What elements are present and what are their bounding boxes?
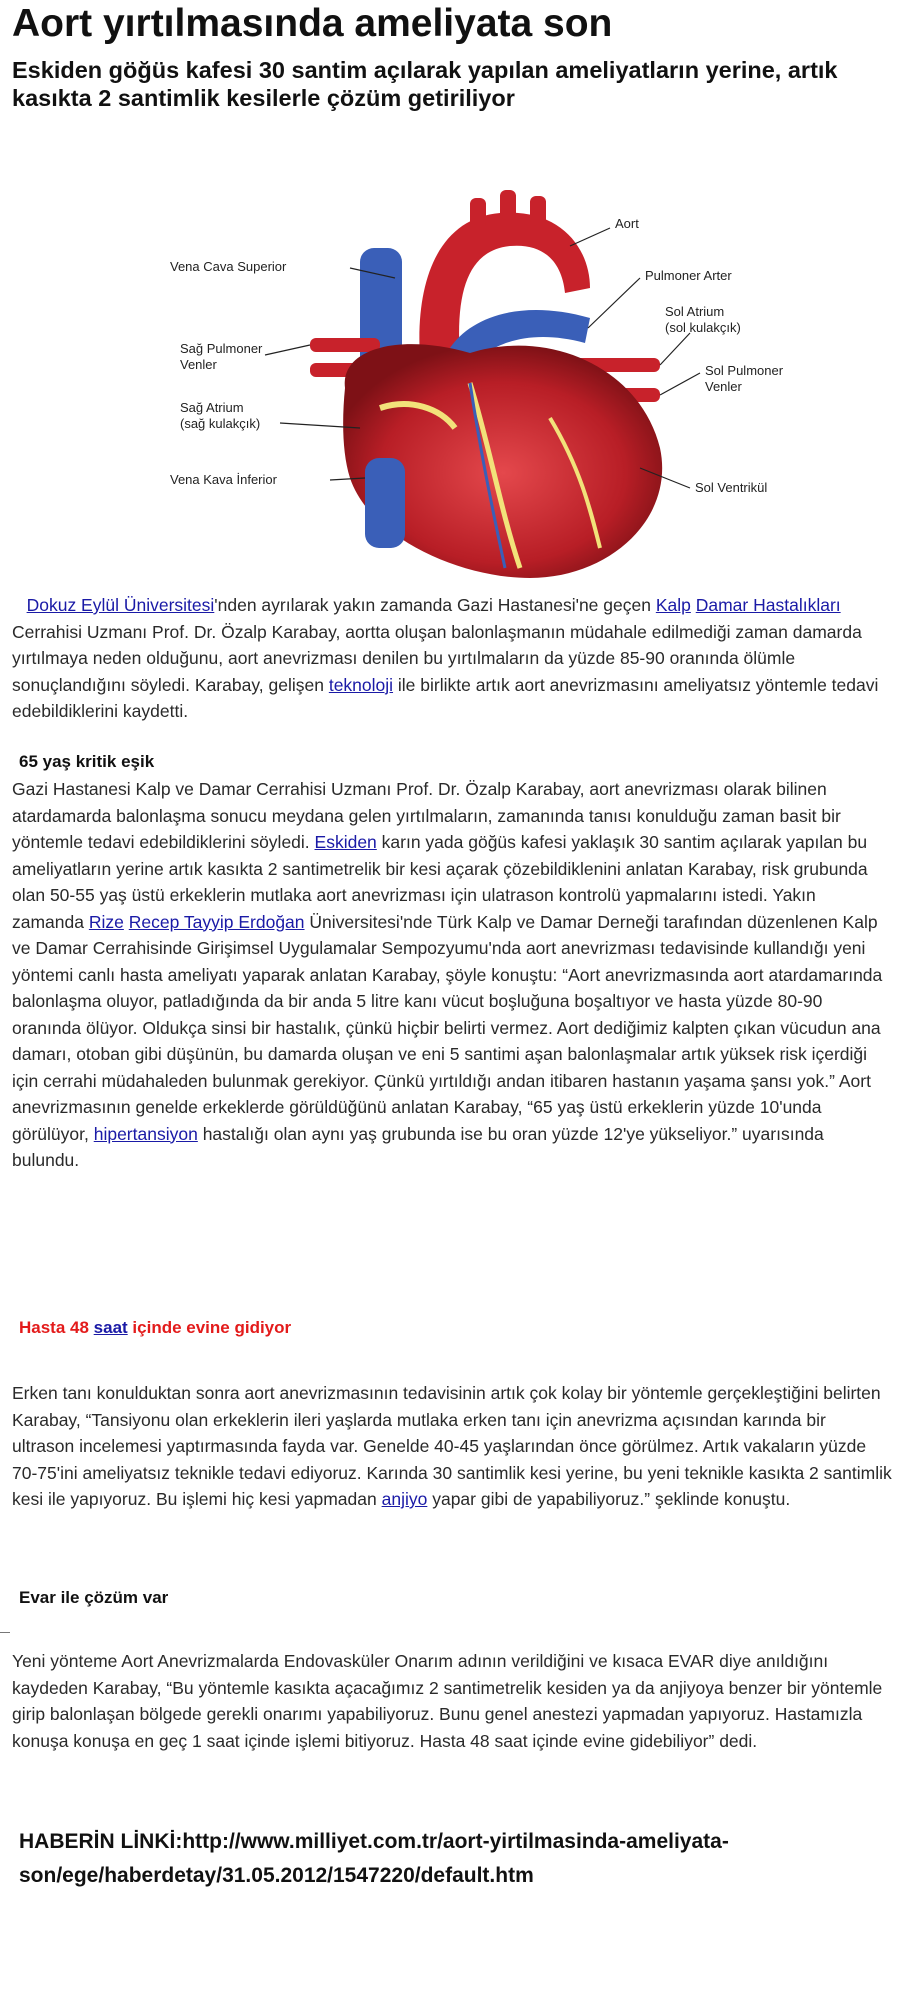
link-anjiyo[interactable]: anjiyo xyxy=(381,1489,428,1509)
link-rize[interactable]: Rize xyxy=(88,911,124,932)
link-damar-hastaliklari[interactable]: Damar Hastalıkları xyxy=(695,595,841,615)
label-sag-atrium: Sağ Atrium xyxy=(180,400,244,415)
label-sol-kulakcik: (sol kulakçık) xyxy=(665,320,741,335)
label-sol-ventrikul: Sol Ventrikül xyxy=(695,480,768,495)
link-eskiden[interactable]: Eskiden xyxy=(314,832,377,852)
link-teknoloji[interactable]: teknoloji xyxy=(328,674,394,695)
section-heading-hasta-48-saat: Hasta 48 saat içinde evine gidiyor xyxy=(19,1318,292,1337)
link-saat[interactable]: saat xyxy=(93,1318,128,1337)
label-sol-pulmoner-venler: Venler xyxy=(705,379,742,394)
link-dokuz-eylul[interactable]: Dokuz Eylül Üniversitesi xyxy=(26,595,215,615)
section2-paragraph: Erken tanı konulduktan sonra aort anevrizmasının tedavisinin artık çok kolay bir yöntemle gerçekleştiğini belirten Karabay, “Tansiyonu olan erkeklerin ileri yaşlarda mutlaka erken tanı için anevrizma açısından karında bir ultrason incelemesi yaptırmasında fayda var. Genelde 40-45 yaşlarından önce görülmez. Artık vakaların yüzde 70-75'ini ameliyatsız teknikle tedavi ediyoruz. Karında 30 santimlik kesi yerine, bu yeni teknikle kasıkta 2 santimlik kesi ile yapıyoruz. Bu işlemi hiç kesi yapmadan anjiyo yapar gibi de yapabiliyoruz.” şeklinde konuştu. xyxy=(12,1383,892,1509)
vena-cava-inferior-shape xyxy=(365,458,405,548)
label-sol-atrium: Sol Atrium xyxy=(665,304,725,319)
label-vena-kava-inferior: Vena Kava İnferior xyxy=(170,472,277,487)
heart-anatomy-illustration xyxy=(170,168,870,578)
link-kalp[interactable]: Kalp xyxy=(655,595,691,615)
source-link[interactable] xyxy=(19,1825,889,1893)
section-heading-evar: Evar ile çözüm var xyxy=(19,1588,169,1607)
label-sol-pulmoner: Sol Pulmoner xyxy=(705,363,784,378)
section-heading-65-yas: 65 yaş kritik eşik xyxy=(19,752,155,771)
label-pulmoner-arter: Pulmoner Arter xyxy=(645,268,732,283)
section1-paragraph: Gazi Hastanesi Kalp ve Damar Cerrahisi Uzmanı Prof. Dr. Özalp Karabay, aort anevrizması olarak bilinen atardamarda balonlaşma sonucu meydana gelen yırtılmaların, zamanında tanısı konulduğu zaman basit bir yöntemle tedavi edebildiklerini söyledi. Eskiden karın yada göğüs kafesi yaklaşık 30 santim açılarak yapılan bu ameliyatların yerine artık kasıkta 2 santimetrelik bir kesi açarak çözebildiklenini anlatan Karabay, risk grubunda olan 50-55 yaş üstü erkeklerin mutlaka aort anevrizması için ulatrason kontrolü yapmalarını istedi. Yakın zamanda Rize Recep Tayyip Erdoğan Üniversitesi'nde Türk Kalp ve Damar Derneği tarafından düzenlenen Kalp ve Damar Cerrahisinde Girişimsel Uygulamalar Sempozyumu'nda aort anevrizması tedavisinde kullandığı yeni yöntemi canlı hasta ameliyatı yaparak anlatan Karabay, şöyle konuştu: “Aort anevrizmasında aort atardamarında balonlaşma oluyor, patladığında da bir anda 5 litre kanı vücut boşluğuna boşaltıyor ve hasta yüzde 80-90 oranında ölüyor. Oldukça sinsi bir hastalık, çünkü hiçbir belirti vermez. Aort dediğimiz kalpten çıkan vücudun ana damarı, otoban gibi düşünün, bu damarda oluşan ve eni 5 santimi aşan balonlaşmalar artık yüksek risk içerdiği için cerrahi müdahaleden bulunmak gerekiyor. Çünkü yırtıldığı andan itibaren hastanın yaşama şansı yok.” Aort anevrizmasının genelde erkeklerde görüldüğünü anlatan Karabay, “65 yaş üstü erkeklerin yüzde 10'unda görülüyor, hipertansiyon hastalığı olan aynı yaş grubunda ise bu oran yüzde 12'ye yükseliyor.” uyarısında bulundu. xyxy=(12,779,883,1170)
article-subtitle: Eskiden göğüs kafesi 30 santim açılarak yapılan ameliyatların yerine, artık kasıkta 2 santimlik kesilerle çözüm getiriliyor xyxy=(12,57,838,111)
label-sag-pulmoner: Sağ Pulmoner xyxy=(180,341,263,356)
article-title: Aort yırtılmasında ameliyata son xyxy=(12,2,613,45)
label-sag-pulmoner-venler: Venler xyxy=(180,357,217,372)
source-label: HABERİN LİNKİ: xyxy=(19,1830,183,1853)
section3-paragraph: Yeni yönteme Aort Anevrizmalarda Endovasküler Onarım adının verildiğini ve kısaca EVAR diye anıldığını kaydeden Karabay, “Bu yöntemle kasıkta açacağımız 2 santimetrelik kesiden ya da anjiyoya benzer bir yöntemle girip balonlaşan bölgede gerekli onarımı yapabiliyoruz. Bunu genel anestezi yapmadan yapıyoruz. Hastamızla konuşa konuşa en geç 1 saat içinde işlemi bitiyoruz. Hasta 48 saat içinde evine gidebiliyor” dedi. xyxy=(12,1651,883,1751)
label-vena-cava-superior: Vena Cava Superior xyxy=(170,259,287,274)
label-sag-kulakcik: (sağ kulakçık) xyxy=(180,416,261,431)
source-url[interactable]: http://www.milliyet.com.tr/aort-yirtilmasinda-ameliyata-son/ege/haberdetay/31.05.2012/1547220/default.htm xyxy=(19,1830,729,1887)
link-hipertansiyon[interactable]: hipertansiyon xyxy=(93,1123,198,1144)
divider xyxy=(0,1632,10,1633)
link-recep-tayyip-erdogan[interactable]: Recep Tayyip Erdoğan xyxy=(128,911,305,932)
label-aort: Aort xyxy=(615,216,639,231)
intro-paragraph: Dokuz Eylül Üniversitesi'nden ayrılarak yakın zamanda Gazi Hastanesi'ne geçen Kalp Damar Hastalıkları Cerrahisi Uzmanı Prof. Dr. Özalp Karabay, aortta oluşan balonlaşmanın müdahale edilmediği zaman damarda yırtılmaya neden olduğunu, aort anevrizması denilen bu yırtılmaların da yüzde 85-90 oranında ölümle sonuçlandığını söyledi. Karabay, gelişen teknoloji ile birlikte artık aort anevrizmasını ameliyatsız yöntemle tedavi edebildiklerini kaydetti. xyxy=(12,595,879,721)
